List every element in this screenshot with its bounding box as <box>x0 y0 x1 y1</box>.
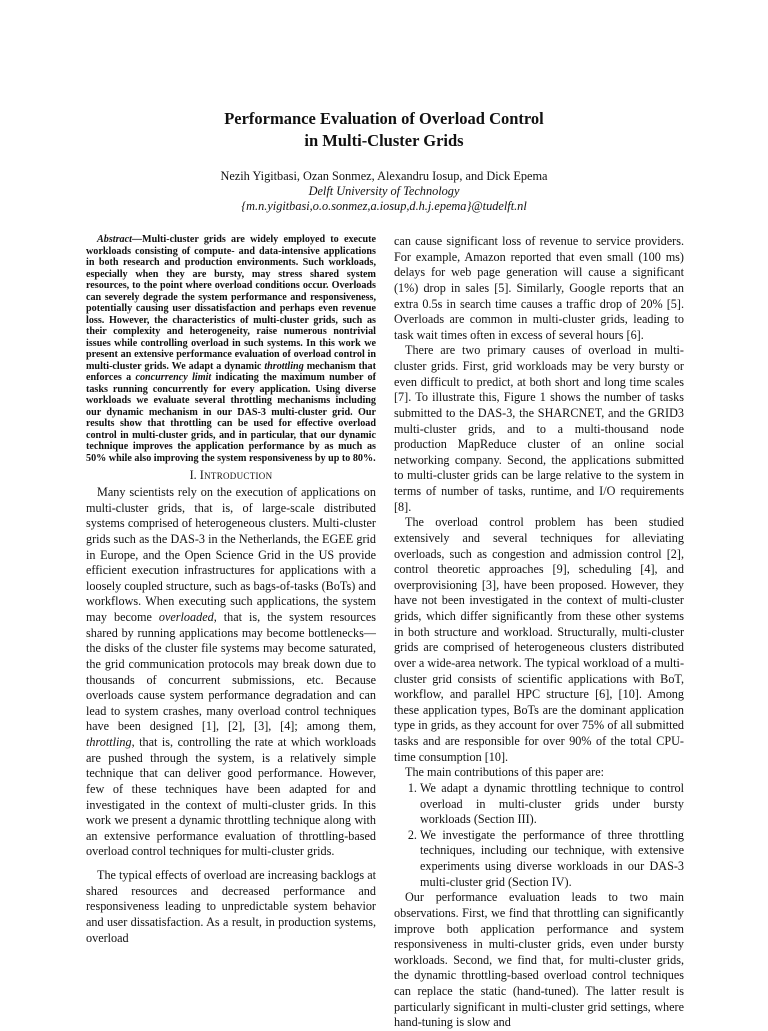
contribution-item-1: 1. We adapt a dynamic throttling technique to control overload in multi-cluster grids under bursty workloads (Section III). <box>420 781 684 828</box>
abstract-text-3: indicating the maximum number of tasks running concurrently for every application. Using diverse workloads we evaluate several throttling mechanisms including our dynamic mechanism in our DAS-3 multi-cluster grid. Our results show that throttling can be used for effective overload control in multi-cluster grids, and in particular, that our dynamic technique improves the application performance by as much as 50% while also improving the system responsiveness by up to 80%. <box>86 372 376 464</box>
section-number: I. <box>189 468 200 482</box>
abstract-text-2: mechanism that enforces a <box>86 360 376 383</box>
abstract-text-1: —Multi-cluster grids are widely employed to execute workloads consisting of compute- and data-intensive applications in both research and production environments. Such workloads, especially when they are bursty, may stress shared system resources, to the point where overload conditions occur. Overloads can severely degrade the system performance and responsiveness, potentially causing user dissatisfaction and perhaps even revenue loss. However, the characteristics of multi-cluster grids, such as their complexity and heterogeneity, raise numerous nontrivial issues while controlling overload in such systems. In this work we present an extensive performance evaluation of overload control in multi-cluster grids. We adapt a dynamic <box>86 234 376 372</box>
title-line-2: in Multi-Cluster Grids <box>304 131 464 150</box>
left-column <box>86 234 376 946</box>
author-names: Nezih Yigitbasi, Ozan Sonmez, Alexandru Iosup, and Dick Epema <box>220 169 548 183</box>
intro-p1-text-b: , that is, the system resources shared by running applications may become bottlenecks—the disks of the cluster file systems may become saturated, the grid communication protocols may break down due to thousands of concurrent submissions, etc. Because overloads cause system performance degradation and can lead to system crashes, many overload control techniques have been designed [1], [2], [3], [4]; among them, <box>86 610 376 734</box>
abstract-label: Abstract <box>97 234 132 245</box>
section-heading-introduction <box>86 468 376 483</box>
intro-p1-text-c: , that is, controlling the rate at which workloads are pushed through the system, is a relatively simple technique that can deliver good performance. However, few of these techniques have been adapted for and investigated in the context of multi-cluster grids. In this work we present a dynamic throttling technique along with an extensive performance evaluation of throttling-based overload control techniques for multi-cluster grids. <box>86 735 376 859</box>
contribution-item-2: 2. We investigate the performance of three throttling techniques, including our technique, with extensive experiments using diverse workloads in our DAS-3 multi-cluster grid (Section IV). <box>420 828 684 891</box>
intro-paragraph-5: The overload control problem has been studied extensively and several techniques for alleviating overloads, such as congestion and admission control [2], control theoretic approaches [9], scheduling [4], and overprovisioning [3], have been proposed. However, they have not been investigated in the context of multi-cluster grids, which differ significantly from these other systems in both structure and workload. Structurally, multi-cluster grids are comprised of heterogeneous clusters distributed over a wide-area network. The typical workload of a multi-cluster grid consists of scientific applications with BoT, workflow, and parallel HPC structure [6], [10]. Among these application types, BoTs are the dominant application type in grids, as they account for over 75% of all submitted tasks and are responsible for over 90% of the total CPU-time consumption [10]. <box>394 515 684 764</box>
contributions-list <box>394 781 684 890</box>
intro-paragraph-2: The typical effects of overload are increasing backlogs at shared resources and decreased performance and responsiveness leading to unpredictable system behavior and user dissatisfaction. As a result, in production systems, overload <box>86 868 376 945</box>
affiliation: Delft University of Technology <box>308 184 460 198</box>
abstract-em-throttling: throttling <box>264 360 304 372</box>
paper-title <box>0 108 768 152</box>
intro-p1-text-a: Many scientists rely on the execution of applications on multi-cluster grids, that is, of large-scale distributed systems comprised of heterogeneous clusters. Multi-cluster grids such as the DAS-3 in the Netherlands, the EGEE grid in Europe, and the Open Science Grid in the US provide efficient execution infrastructures for applications with a loosely coupled structure, such as bags-of-tasks (BoTs) and workflows. When executing such applications, the system may become <box>86 485 376 624</box>
right-column <box>394 234 684 1031</box>
author-block <box>0 169 768 214</box>
intro-em-overloaded: overloaded <box>158 610 214 624</box>
intro-paragraph-7: Our performance evaluation leads to two main observations. First, we find that throttling can significantly improve both application performance and system responsiveness in multi-cluster grids, even under bursty workloads. Second, we find that, for multi-cluster grids, the dynamic throttling-based overload control techniques can replace the static (hand-tuned). The latter result is particularly significant in multi-cluster grid settings, where hand-tuning is slow and <box>394 890 684 1030</box>
abstract <box>86 234 376 464</box>
intro-paragraph-4: There are two primary causes of overload in multi-cluster grids. First, grid workloads may be very bursty or even difficult to predict, at both short and long time scales [7]. To illustrate this, Figure 1 shows the number of tasks submitted to the DAS-3, the SHARCNET, and the GRID3 multi-cluster grids, and to a multi-thousand node production MapReduce cluster of an online social networking company. Second, the applications submitted to multi-cluster grids can be large relative to the system in terms of number of tasks, runtime, and I/O requirements [8]. <box>394 343 684 514</box>
section-name: Introduction <box>199 468 273 482</box>
intro-paragraph-3: can cause significant loss of revenue to service providers. For example, Amazon reported that even small (100 ms) delays for web page generation will cause a significant (1%) drop in sales [5]. Similarly, Google reports that an extra 0.5s in search time causes a traffic drop of 20% [5]. Overloads are common in multi-cluster grids, leading to task wait times often in excess of several hours [6]. <box>394 234 684 342</box>
intro-paragraph-6: The main contributions of this paper are: <box>405 765 605 780</box>
abstract-em-concurrency: concurrency limit <box>135 372 212 383</box>
intro-em-throttling: throttling <box>86 735 132 749</box>
title-line-1: Performance Evaluation of Overload Control <box>224 109 544 128</box>
author-emails: {m.n.yigitbasi,o.o.sonmez,a.iosup,d.h.j.epema}@tudelft.nl <box>241 199 527 213</box>
intro-paragraph-1 <box>86 485 376 860</box>
